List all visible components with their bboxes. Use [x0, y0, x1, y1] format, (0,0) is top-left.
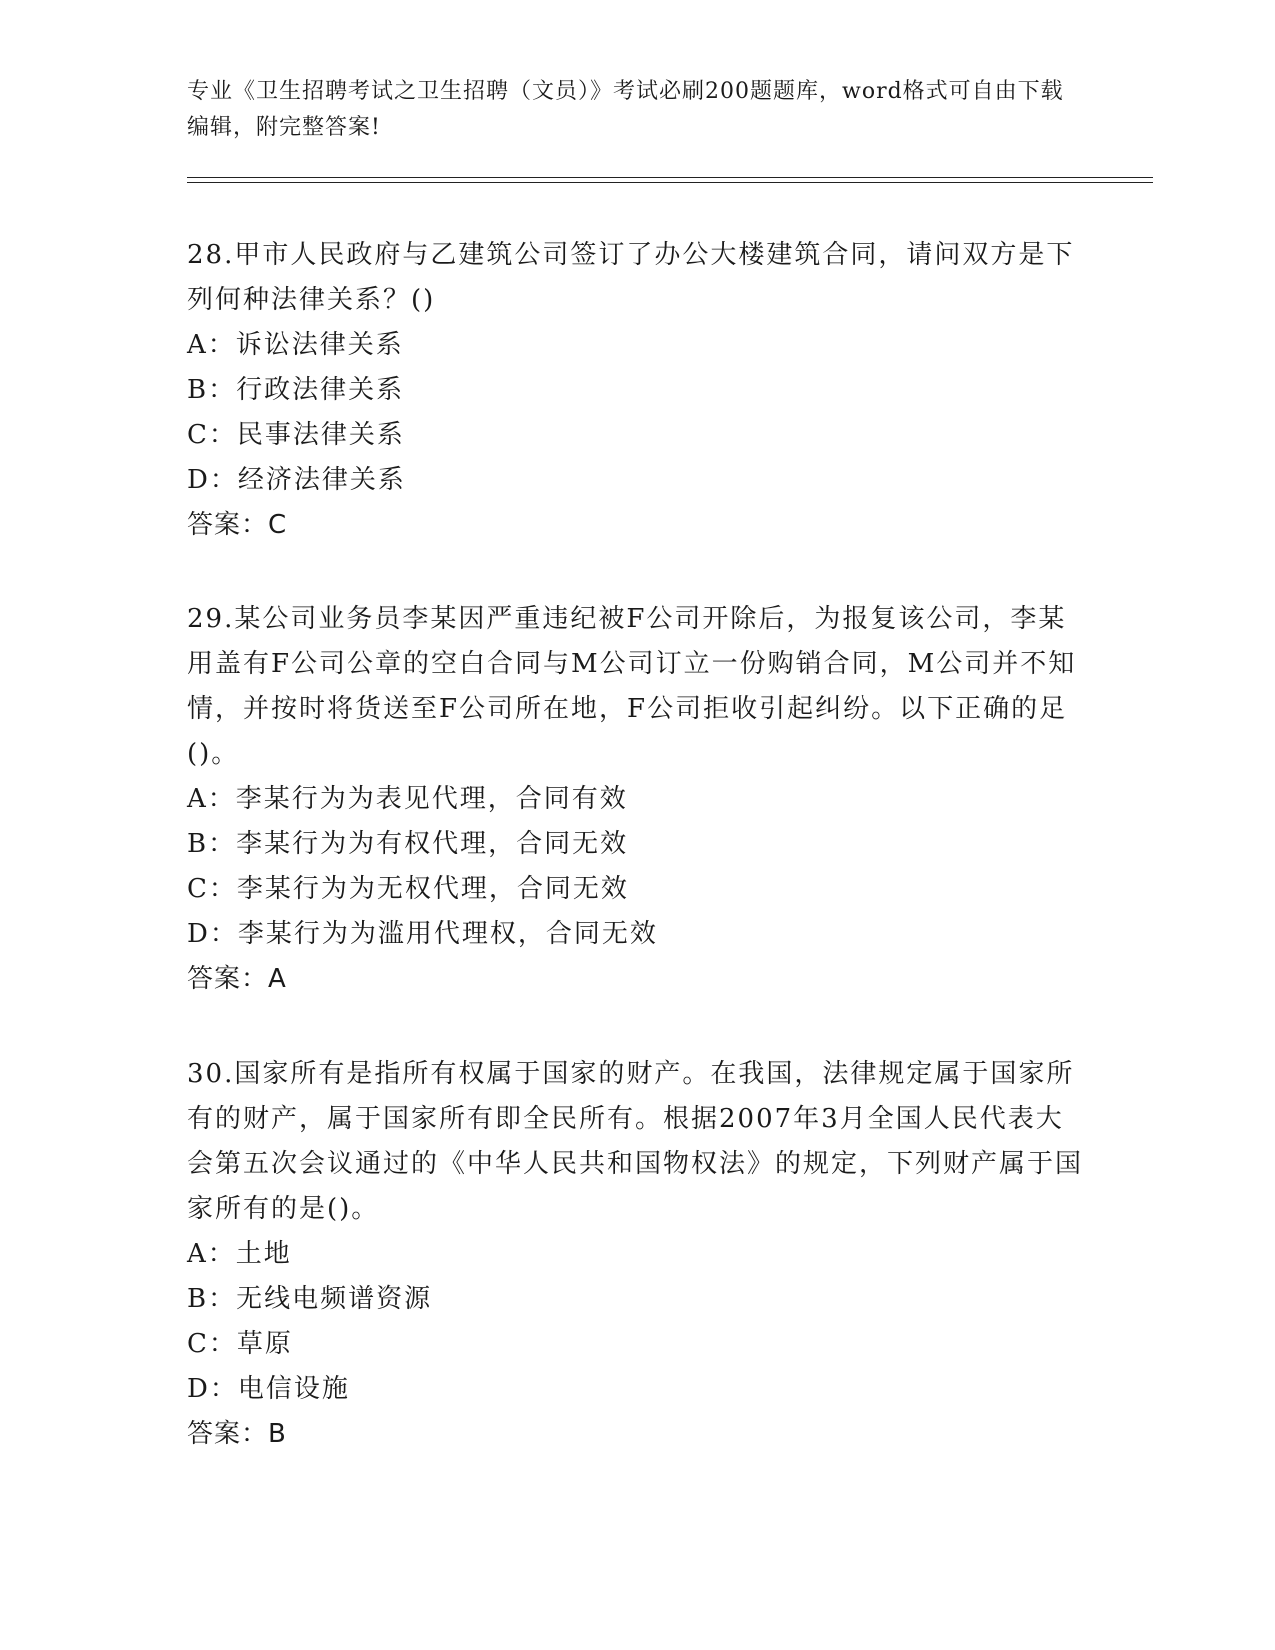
option-a: A：诉讼法律关系	[187, 330, 404, 360]
option-b: B：李某行为为有权代理，合同无效	[187, 829, 629, 859]
header-divider-top	[187, 177, 1153, 178]
question-29	[187, 597, 1087, 1002]
answer-line: 答案：A	[187, 964, 287, 994]
option-c: C：李某行为为无权代理，合同无效	[187, 874, 629, 904]
option-b: B：行政法律关系	[187, 375, 405, 405]
option-d: D：经济法律关系	[187, 465, 406, 495]
option-a: A：土地	[187, 1239, 292, 1269]
option-d: D：李某行为为滥用代理权，合同无效	[187, 919, 658, 949]
option-c: C：草原	[187, 1329, 293, 1359]
question-28	[187, 233, 1087, 548]
question-30	[187, 1052, 1087, 1457]
option-c: C：民事法律关系	[187, 420, 405, 450]
answer-line: 答案：C	[187, 510, 288, 540]
document-header: 专业《卫生招聘考试之卫生招聘（文员）》考试必刷200题题库，word格式可自由下载编辑，附完整答案!	[187, 79, 1064, 140]
question-stem: 29.某公司业务员李某因严重违纪被F公司开除后，为报复该公司，李某用盖有F公司公章的空白合同与M公司订立一份购销合同，M公司并不知情，并按时将货送至F公司所在地，F公司拒收引起纠纷。以下正确的足()。	[187, 604, 1077, 769]
option-b: B：无线电频谱资源	[187, 1284, 433, 1314]
answer-line: 答案：B	[187, 1419, 287, 1449]
question-stem: 30.国家所有是指所有权属于国家的财产。在我国，法律规定属于国家所有的财产，属于国家所有即全民所有。根据2007年3月全国人民代表大会第五次会议通过的《中华人民共和国物权法》的规定，下列财产属于国家所有的是()。	[187, 1059, 1084, 1224]
option-a: A：李某行为为表见代理，合同有效	[187, 784, 628, 814]
question-stem: 28.甲市人民政府与乙建筑公司签订了办公大楼建筑合同，请问双方是下列何种法律关系？()	[187, 240, 1075, 315]
option-d: D：电信设施	[187, 1374, 350, 1404]
header-divider-bottom	[187, 182, 1153, 183]
